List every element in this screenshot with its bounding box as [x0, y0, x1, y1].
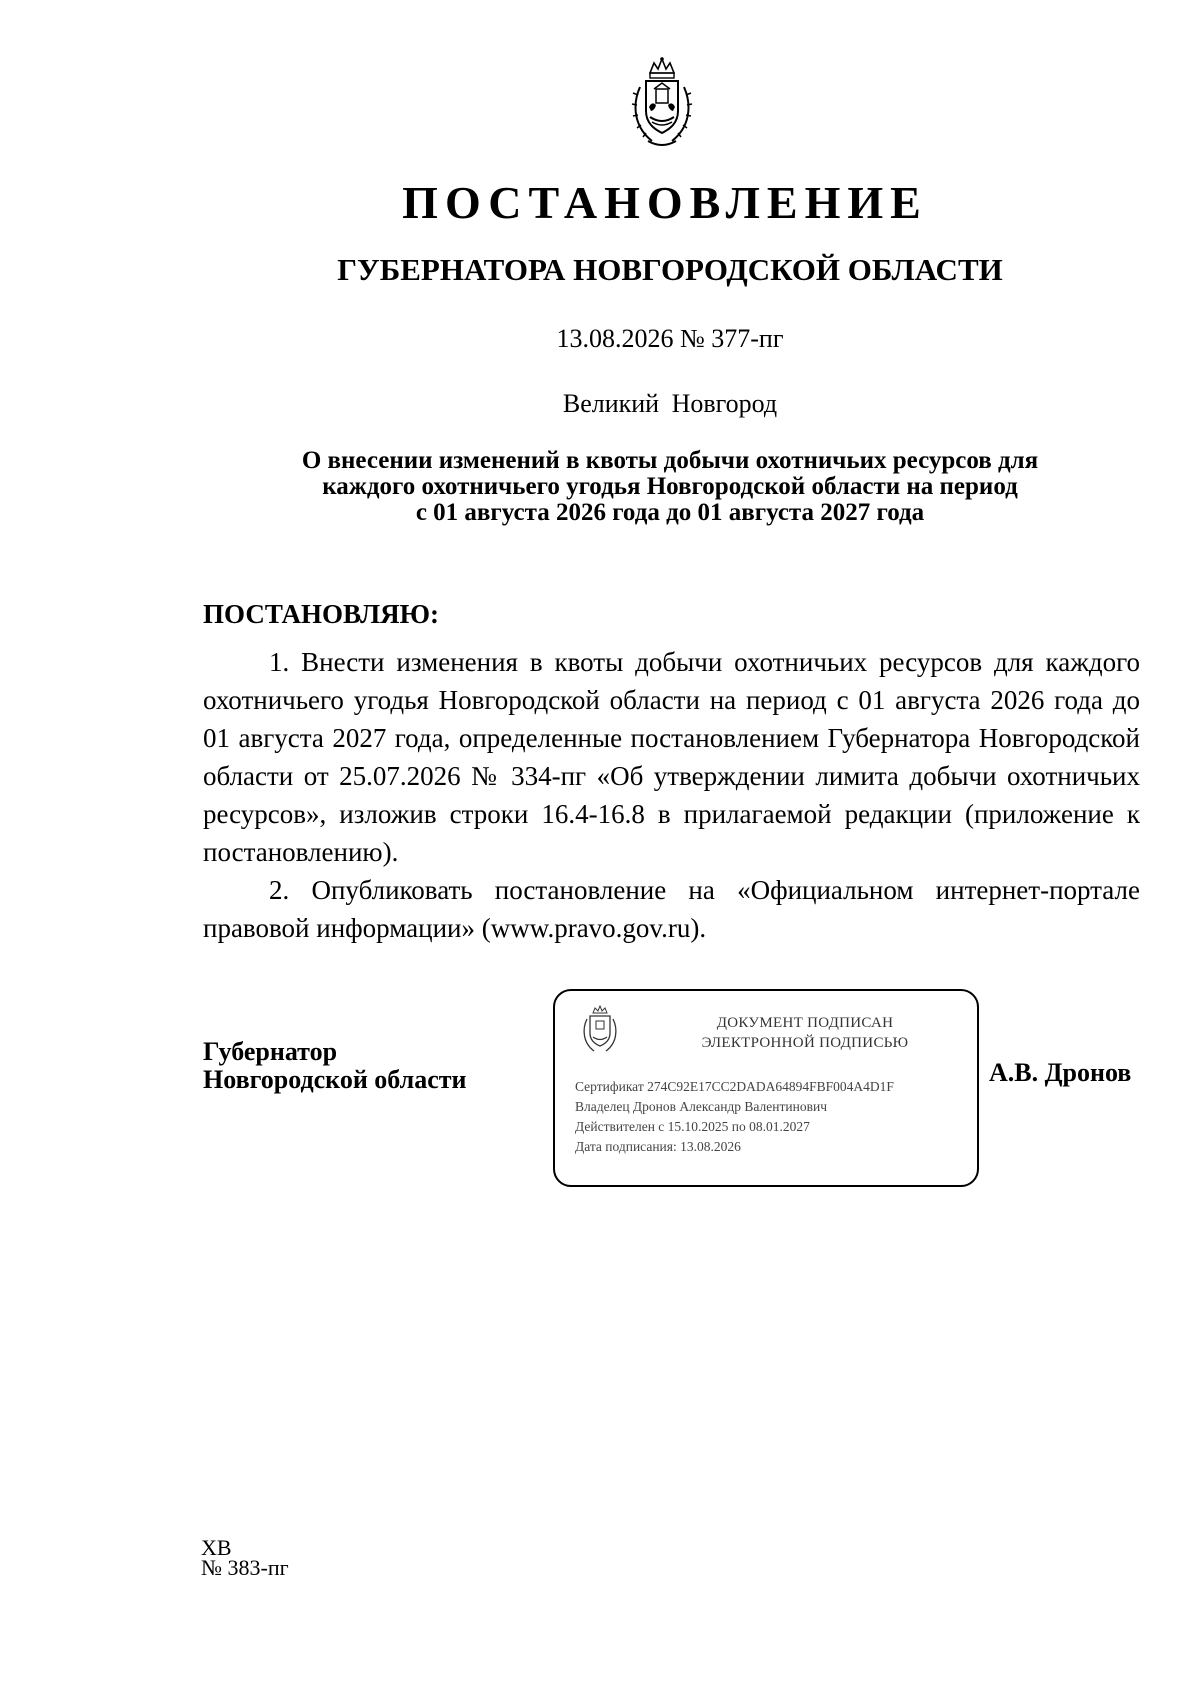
- position-line-2: Новгородской области: [203, 1065, 467, 1094]
- position-line-1: Губернатор: [203, 1037, 338, 1066]
- stamp-sign-date: Дата подписания: 13.08.2026: [575, 1139, 741, 1154]
- stamp-certificate: Сертификат 274C92E17CC2DADA64894FBF004A4D1F: [575, 1079, 894, 1094]
- paragraph-2: 2. Опубликовать постановление на «Официальном интернет-портале правовой информации» (www.pravo.gov.ru).: [203, 875, 1140, 943]
- coat-of-arms-icon: [581, 1005, 619, 1055]
- document-footer: [201, 1535, 289, 1580]
- stamp-validity: Действителен с 15.10.2025 по 08.01.2027: [575, 1119, 810, 1134]
- document-subtitle: ГУБЕРНАТОРА НОВГОРОДСКОЙ ОБЛАСТИ: [337, 252, 1003, 287]
- stamp-owner: Владелец Дронов Александр Валентинович: [575, 1099, 827, 1114]
- footer-initials: ХВ: [201, 1535, 232, 1560]
- decree-word: ПОСТАНОВЛЯЮ:: [203, 599, 439, 629]
- document-title: ПОСТАНОВЛЕНИЕ: [402, 177, 928, 228]
- document-body: [203, 643, 1140, 947]
- heading-line: О внесении изменений в квоты добычи охотничьих ресурсов для: [301, 447, 1039, 474]
- stamp-title-line-1: ДОКУМЕНТ ПОДПИСАН: [716, 1015, 894, 1031]
- heading-line: с 01 августа 2026 года до 01 августа 2027 года: [415, 499, 925, 526]
- document-heading: [230, 448, 1110, 526]
- electronic-signature-stamp: [553, 989, 979, 1187]
- coat-of-arms-icon: [630, 55, 694, 150]
- stamp-title: [655, 1013, 955, 1053]
- signatory-position: [203, 1038, 467, 1094]
- footer-number: № 383-пг: [201, 1555, 289, 1580]
- document-date-number: 13.08.2026 № 377-пг: [556, 324, 784, 353]
- stamp-title-line-2: ЭЛЕКТРОННОЙ ПОДПИСЬЮ: [701, 1035, 909, 1051]
- document-city: Великий Новгород: [562, 389, 778, 418]
- signatory-name: А.В. Дронов: [989, 1058, 1132, 1087]
- heading-line: каждого охотничьего угодья Новгородской области на период: [322, 473, 1018, 500]
- paragraph-1: 1. Внести изменения в квоты добычи охотничьих ресурсов для каждого охотничьего угодья Новгородской области на период с 01 августа 2026 года до 01 августа 2027 года, определенные постановлением Губернатора Новгородской области от 25.07.2026 № 334-пг «Об утверждении лимита добычи охотничьих ресурсов», изложив строки 16.4-16.8 в прилагаемой редакции (приложение к постановлению).: [203, 647, 1140, 867]
- stamp-details: [575, 1077, 975, 1157]
